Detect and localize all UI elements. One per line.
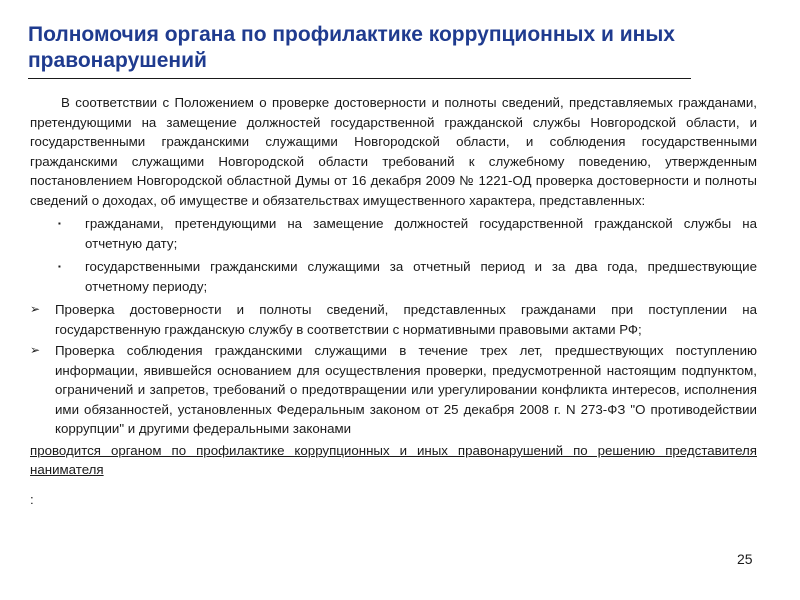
list-item [30, 214, 757, 253]
list-item [30, 300, 757, 339]
conclusion-text: проводится органом по профилактике коррупционных и иных правонарушений по решению представителя нанимателя [30, 442, 757, 477]
slide-title: Полномочия органа по профилактике коррупционных и иных правонарушений [28, 23, 675, 72]
arrow-bullet-icon: ➢ [30, 343, 41, 357]
list-item-text: Проверка соблюдения гражданскими служащими в течение трех лет, предшествующих поступлению информации, явившейся основанием для осуществления проверки, предусмотренной настоящим подпунктом, ограничений и запретов, требований о предотвращении или урегулировании конфликта интересов, исполнения ими обязанностей, установленных Федеральным законом от 25 декабря 2008 г. N 273-ФЗ "О противодействии коррупции" и другими федеральными законами [55, 343, 757, 436]
arrow-items-list [30, 300, 757, 439]
square-bullet-icon: ▪ [58, 262, 61, 271]
list-item-text: Проверка достоверности и полноты сведений, представленных гражданами при поступлении на государственную гражданскую службу в соответствии с нормативными правовыми актами РФ; [55, 302, 757, 337]
title-underline [28, 78, 691, 79]
list-item [30, 257, 757, 296]
slide-body [30, 93, 757, 509]
page-number: 25 [737, 551, 753, 567]
list-item [30, 341, 757, 439]
square-bullet-icon: ▪ [58, 219, 61, 228]
arrow-bullet-icon: ➢ [30, 302, 41, 316]
intro-paragraph: В соответствии с Положением о проверке достоверности и полноты сведений, представляемых гражданами, претендующими на замещение должностей государственной гражданской службы Новгородской области, и государственными гражданскими служащими Новгородской области, и соблюдения государственными гражданскими служащими Новгородской области требований к служебному поведению, утвержденным постановлением Новгородской областной Думы от 16 декабря 2009 № 1221-ОД проверка достоверности и полноты сведений о доходах, об имуществе и обязательствах имущественного характера, представленных: [30, 95, 757, 208]
list-item-text: гражданами, претендующими на замещение должностей государственной гражданской службы на отчетную дату; [85, 216, 757, 251]
sub-items-list [30, 214, 757, 296]
list-item-text: государственными гражданскими служащими за отчетный период и за два года, предшествующие отчетному периоду; [85, 259, 757, 294]
colon-text: : [30, 491, 34, 507]
